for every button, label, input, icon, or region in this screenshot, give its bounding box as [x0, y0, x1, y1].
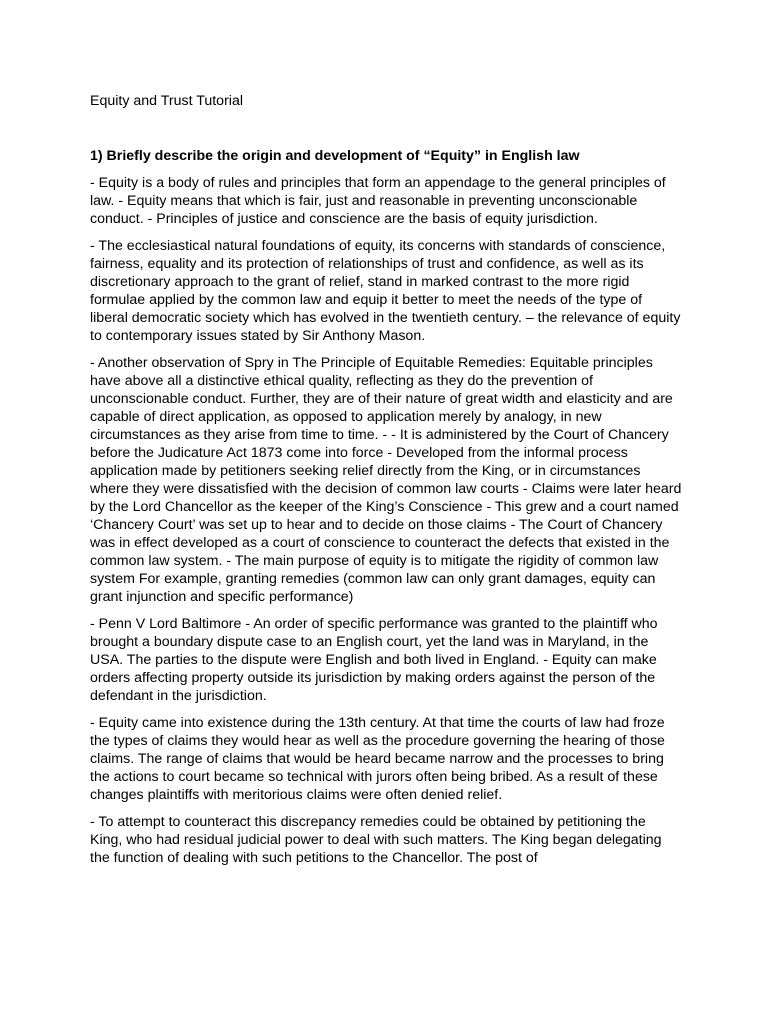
paragraph: - Equity is a body of rules and principles that form an appendage to the general principles of law. - Equity means that which is fair, just and reasonable in preventing unconscionable conduct. - Principles of justice and conscience are the basis of equity jurisdiction.: [90, 175, 666, 227]
paragraph: - To attempt to counteract this discrepancy remedies could be obtained by petitioning the King, who had residual judicial power to deal with such matters. The King began delegating the function of dealing with such petitions to the Chancellor. The post of: [90, 814, 662, 866]
paragraph: - Penn V Lord Baltimore - An order of specific performance was granted to the plaintiff who brought a boundary dispute case to an English court, yet the land was in Maryland, in the USA. The parties to the dispute were English and both lived in England. - Equity can make orders affecting property outside its jurisdiction by making orders against the person of the defendant in the jurisdiction.: [90, 616, 658, 704]
question-heading: 1) Briefly describe the origin and development of “Equity” in English law: [90, 148, 580, 164]
paragraph: - The ecclesiastical natural foundations of equity, its concerns with standards of conscience, fairness, equality and its protection of relationships of trust and confidence, as well as its discretionary approach to the grant of relief, stand in marked contrast to the more rigid formulae applied by the common law and equip it better to meet the needs of the type of liberal democratic society which has evolved in the twentieth century. – the relevance of equity to contemporary issues stated by Sir Anthony Mason.: [90, 238, 681, 344]
document-title: Equity and Trust Tutorial: [90, 93, 243, 109]
document-page: [90, 92, 682, 876]
paragraph: - Another observation of Spry in The Principle of Equitable Remedies: Equitable principles have above all a distinctive ethical quality, reflecting as they do the prevention of unconscionable conduct. Further, they are of their nature of great width and elasticity and are capable of direct application, as opposed to application merely by analogy, in new circumstances as they arise from time to time. - - It is administered by the Court of Chancery before the Judicature Act 1873 come into force - Developed from the informal process application made by petitioners seeking relief directly from the King, or in circumstances where they were dissatisfied with the decision of common law courts - Claims were later heard by the Lord Chancellor as the keeper of the King’s Conscience - This grew and a court named ‘Chancery Court’ was set up to hear and to decide on those claims - The Court of Chancery was in effect developed as a court of conscience to counteract the defects that existed in the common law system. - The main purpose of equity is to mitigate the rigidity of common law system For example, granting remedies (common law can only grant damages, equity can grant injunction and specific performance): [90, 355, 682, 605]
paragraph: - Equity came into existence during the 13th century. At that time the courts of law had froze the types of claims they would hear as well as the procedure governing the hearing of those claims. The range of claims that would be heard became narrow and the processes to bring the actions to court became so technical with jurors often being bribed. As a result of these changes plaintiffs with meritorious claims were often denied relief.: [90, 715, 665, 803]
